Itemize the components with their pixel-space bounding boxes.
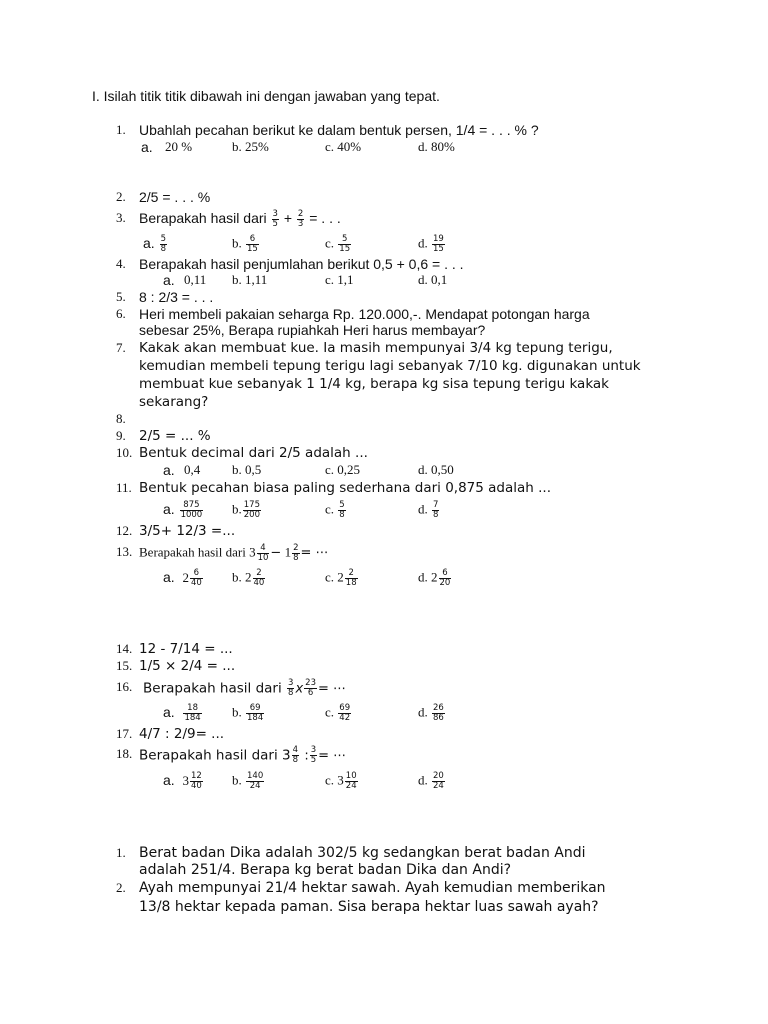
question-tail: = ⋯ — [317, 681, 347, 697]
question-number: 16. — [116, 679, 133, 694]
denominator: 6 — [307, 688, 314, 698]
numerator: 3 — [272, 209, 278, 219]
option-label: d. — [418, 704, 428, 720]
option-label: a. — [163, 772, 175, 789]
question-text-line-1: Heri membeli pakaian seharga Rp. 120.000,-. Mendapat potongan harga — [139, 306, 590, 322]
numerator: 175 — [243, 500, 260, 510]
option-d: d. 0,50 — [418, 462, 454, 477]
denominator: 8 — [160, 244, 166, 254]
question-text: 12 - 7/14 = ... — [139, 641, 233, 657]
denominator: 15 — [247, 244, 258, 254]
question-number: 5. — [116, 289, 126, 304]
option-c: c. 1,1 — [325, 272, 354, 287]
denominator: 5 — [310, 755, 317, 765]
denominator: 15 — [339, 244, 351, 254]
question-number: 9. — [116, 428, 126, 443]
option-label: c. — [325, 235, 335, 251]
question-text: 3/5+ 12/3 =... — [139, 523, 236, 539]
question-text: Berapakah hasil penjumlahan berikut 0,5 + 0,6 = . . . — [139, 256, 464, 272]
question-text-container — [139, 210, 341, 229]
question-text-line-1: Ayah mempunyai 21/4 hektar sawah. Ayah kemudian memberikan — [139, 880, 606, 896]
numerator: 6 — [246, 235, 259, 245]
whole-number: 3 — [337, 772, 344, 788]
numerator: 140 — [247, 771, 264, 781]
question-text-line-1: Kakak akan membuat kue. Ia masih mempunyai 3/4 kg tepung terigu, — [139, 340, 613, 356]
question-text: Ubahlah pecahan berikut ke dalam bentuk persen, 1/4 = . . . % ? — [139, 122, 539, 138]
option-a — [163, 569, 204, 588]
option-d: d. 0,1 — [418, 272, 448, 287]
denominator: 184 — [184, 713, 201, 723]
option-a — [163, 772, 204, 791]
question-tail: = ⋯ — [318, 748, 347, 764]
option-label: a. — [163, 704, 175, 721]
question-text: 4/7 : 2/9= ... — [139, 726, 225, 742]
denominator: 40 — [190, 578, 202, 588]
question-text-line-3: membuat kue sebanyak 1 1/4 kg, berapa kg sisa tepung terigu kakak — [139, 376, 609, 392]
option-a — [163, 501, 204, 520]
denominator: 5 — [272, 219, 278, 229]
option-label: b. — [232, 569, 242, 585]
question-tail: = . . . — [309, 210, 341, 227]
numerator: 4 — [292, 745, 299, 755]
denominator: 8 — [293, 553, 299, 563]
option-d: d. 80% — [418, 139, 455, 154]
denominator: 18 — [345, 578, 357, 588]
numerator: 2 — [345, 569, 358, 579]
fraction — [297, 210, 304, 229]
numerator: 69 — [339, 703, 351, 713]
option-d — [418, 569, 452, 588]
question-text-container — [139, 746, 346, 765]
denominator: 3 — [297, 219, 304, 229]
option-c: c. 0,25 — [325, 462, 361, 477]
denominator: 20 — [439, 578, 451, 588]
option-c: c. 40% — [325, 139, 362, 154]
whole-number: 2 — [337, 569, 344, 585]
question-number: 2. — [116, 880, 126, 895]
question-number: 8. — [116, 411, 126, 426]
denominator: 1000 — [180, 510, 203, 520]
numerator: 6 — [439, 569, 452, 579]
option-b — [232, 569, 266, 588]
question-text-line-4: sekarang? — [139, 394, 209, 410]
numerator: 875 — [180, 501, 204, 511]
numerator: 5 — [338, 235, 351, 245]
question-text-line-2: 13/8 hektar kepada paman. Sisa berapa hektar luas sawah ayah? — [139, 899, 599, 915]
divide-sign: : — [304, 748, 309, 764]
option-c — [325, 704, 352, 723]
denominator: 24 — [249, 781, 261, 791]
numerator: 18 — [183, 704, 201, 714]
numerator: 4 — [257, 544, 270, 554]
option-label: c. — [325, 772, 335, 788]
numerator: 20 — [433, 771, 444, 781]
question-text: 2/5 = . . . % — [139, 189, 211, 205]
option-label: b. — [232, 704, 242, 720]
denominator: 40 — [253, 578, 265, 588]
option-label: c. — [325, 569, 335, 585]
whole-number: 3 — [282, 747, 291, 764]
numerator: 5 — [160, 234, 166, 244]
whole-number: 2 — [245, 569, 252, 585]
option-a: 0,11 — [184, 272, 207, 287]
option-label: d. — [418, 569, 428, 585]
option-d — [418, 772, 446, 791]
option-b — [232, 704, 265, 723]
numerator: 6 — [190, 569, 203, 579]
denominator: 40 — [190, 781, 202, 791]
option-label: a. — [163, 501, 175, 518]
denominator: 8 — [292, 755, 299, 765]
question-number: 4. — [116, 256, 126, 271]
option-c — [325, 501, 347, 520]
question-text-line-2: kemudian membeli tepung terigu lagi sebanyak 7/10 kg. digunakan untuk — [139, 358, 641, 374]
plus-sign: + — [283, 210, 293, 227]
question-text: Berapakah hasil dari — [143, 680, 282, 697]
denominator: 200 — [243, 510, 260, 520]
option-label: a. — [143, 235, 155, 252]
option-c — [325, 772, 359, 791]
question-tail: = ⋯ — [300, 545, 329, 561]
minus-sign: − — [270, 545, 282, 561]
denominator: 24 — [433, 781, 444, 791]
question-text: Berapakah hasil dari — [139, 544, 246, 560]
question-text-line-2: adalah 251/4. Berapa kg berat badan Dika dan Andi? — [139, 862, 512, 878]
option-a — [143, 235, 168, 254]
numerator: 3 — [310, 745, 317, 755]
option-b — [232, 235, 260, 254]
denominator: 184 — [247, 713, 264, 723]
question-text-line-2: sebesar 25%, Berapa rupiahkah Heri harus membayar? — [139, 322, 486, 338]
option-label: d. — [418, 235, 428, 251]
numerator: 3 — [288, 678, 294, 688]
denominator: 8 — [433, 510, 439, 520]
multiply-sign: x — [295, 681, 304, 697]
numerator: 2 — [293, 543, 299, 553]
question-number: 17. — [116, 726, 133, 741]
numerator: 26 — [433, 703, 444, 713]
numerator: 5 — [339, 500, 345, 510]
question-text: Bentuk pecahan biasa paling sederhana dari 0,875 adalah ... — [139, 480, 551, 496]
question-text-line-1: Berat badan Dika adalah 302/5 kg sedangkan berat badan Andi — [139, 845, 586, 861]
option-b — [232, 772, 265, 791]
numerator: 10 — [345, 771, 357, 781]
option-b — [232, 501, 262, 520]
whole-number: 3 — [182, 773, 189, 789]
option-b: b. 1,11 — [232, 272, 268, 287]
option-a-label: a. — [163, 272, 175, 288]
question-number: 6. — [116, 306, 126, 321]
question-number: 3. — [116, 210, 126, 225]
denominator: 10 — [257, 553, 269, 563]
denominator: 24 — [345, 781, 357, 791]
question-number: 7. — [116, 340, 126, 355]
option-d — [418, 501, 440, 520]
numerator: 2 — [297, 209, 304, 219]
option-a — [163, 704, 203, 723]
numerator: 2 — [253, 569, 266, 579]
question-number: 14. — [116, 641, 133, 656]
question-text: 8 : 2/3 = . . . — [139, 289, 214, 305]
question-text: Bentuk decimal dari 2/5 adalah ... — [139, 445, 368, 461]
whole-number: 1 — [284, 544, 292, 560]
option-label: c. — [325, 501, 335, 517]
option-label: c. — [325, 704, 335, 720]
question-number: 2. — [116, 189, 126, 204]
question-number: 1. — [116, 122, 126, 137]
option-c — [325, 235, 352, 254]
option-label: b. — [232, 501, 242, 517]
option-a-label: a. — [163, 462, 175, 478]
denominator: 86 — [433, 713, 444, 723]
section-heading: I. Isilah titik titik dibawah ini dengan jawaban yang tepat. — [92, 88, 440, 104]
option-a: 0,4 — [184, 462, 201, 477]
whole-number: 3 — [249, 544, 256, 560]
option-b: b. 0,5 — [232, 462, 262, 477]
option-label: d. — [418, 501, 428, 517]
numerator: 69 — [246, 704, 264, 714]
option-d — [418, 235, 446, 254]
whole-number: 2 — [431, 569, 438, 585]
option-label: d. — [418, 772, 428, 788]
option-label: b. — [232, 235, 242, 251]
question-number: 13. — [116, 544, 133, 559]
numerator: 23 — [305, 678, 316, 688]
option-label: a. — [163, 569, 175, 586]
question-text: Berapakah hasil dari — [139, 210, 267, 227]
question-text-container — [139, 544, 329, 563]
question-number: 11. — [116, 480, 132, 495]
option-label: b. — [232, 772, 242, 788]
option-b: b. 25% — [232, 139, 269, 154]
denominator: 15 — [433, 244, 444, 254]
denominator: 8 — [288, 688, 294, 698]
question-number: 18. — [116, 746, 133, 761]
question-number: 1. — [116, 845, 126, 860]
denominator: 8 — [339, 510, 345, 520]
option-a: 20 % — [165, 139, 193, 154]
question-number: 12. — [116, 523, 133, 538]
question-text: Berapakah hasil dari — [139, 747, 278, 764]
denominator: 42 — [339, 713, 351, 723]
question-text: 1/5 × 2/4 = ... — [139, 658, 236, 674]
question-number: 15. — [116, 658, 133, 673]
question-text-container — [143, 679, 346, 698]
question-number: 10. — [116, 445, 133, 460]
option-a-label: a. — [141, 139, 153, 155]
numerator: 7 — [433, 500, 439, 510]
numerator: 12 — [190, 771, 202, 781]
option-d — [418, 704, 446, 723]
whole-number: 2 — [182, 570, 189, 586]
option-c — [325, 569, 359, 588]
fraction — [272, 210, 279, 229]
question-text: 2/5 = ... % — [139, 428, 211, 444]
numerator: 19 — [433, 234, 444, 244]
